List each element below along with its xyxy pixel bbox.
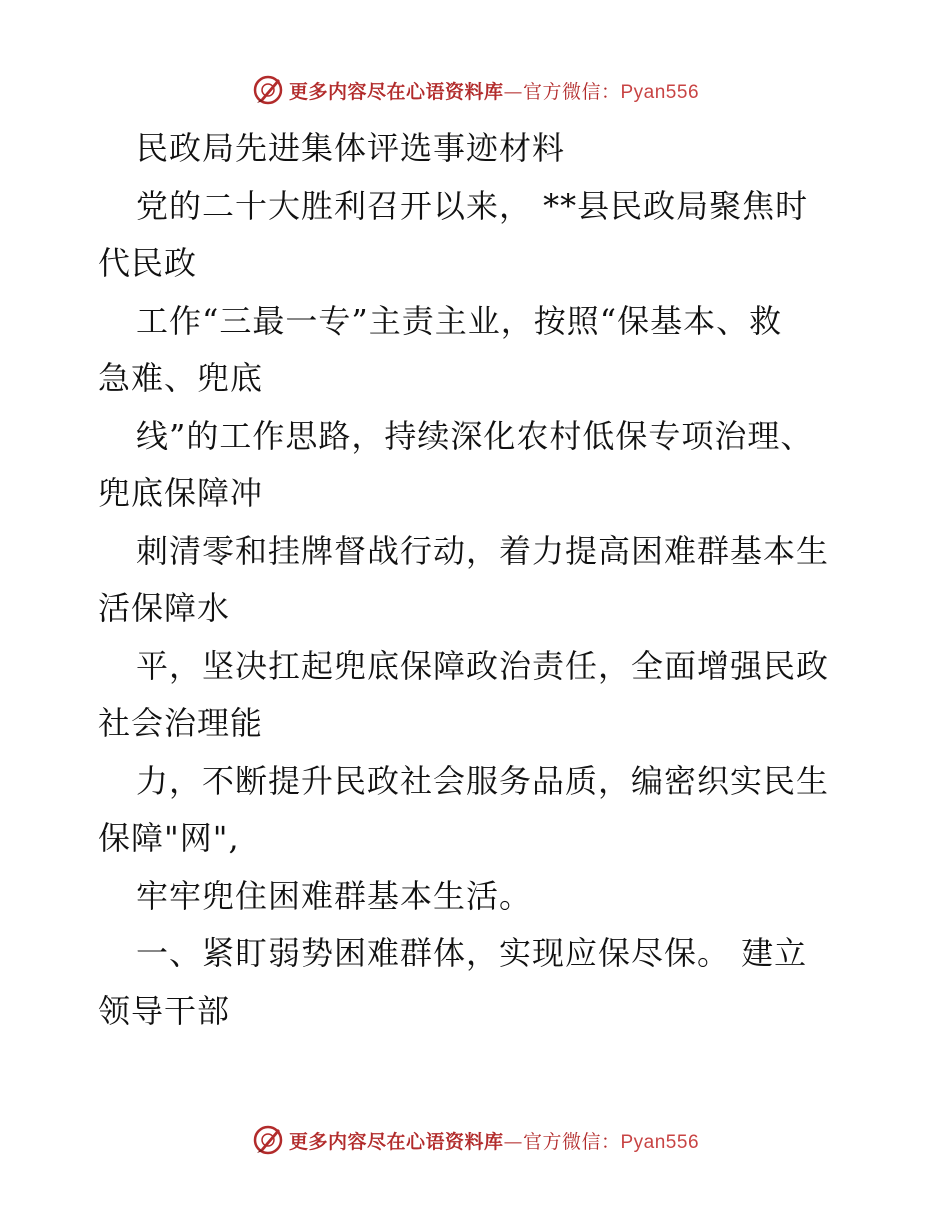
- watermark-sub: 官方微信：: [522, 1130, 621, 1153]
- watermark-id: Pyan556: [620, 1131, 700, 1153]
- text-line: 保障"网",: [98, 819, 240, 857]
- watermark-separator: —: [503, 1130, 523, 1153]
- text-line: 急难、兜底: [98, 359, 264, 397]
- text-line: 兜底保障冲: [98, 474, 264, 512]
- section-heading: 一、紧盯弱势困难群体，实现应保尽保。 建立: [136, 934, 808, 972]
- text-line: 党的二十大胜利召开以来， **县民政局聚焦时: [136, 186, 809, 225]
- document-title: 民政局先进集体评选事迹材料: [136, 129, 566, 167]
- header-watermark: [0, 70, 950, 110]
- text-line: 活保障水: [98, 589, 231, 627]
- text-line: 社会治理能: [98, 704, 264, 742]
- text-line: 线”的工作思路，持续深化农村低保专项治理、: [136, 416, 814, 455]
- watermark-text: [289, 77, 699, 104]
- watermark-separator: —: [503, 80, 523, 103]
- text-line: 工作“三最一专”主责主业，按照“保基本、救: [136, 301, 783, 340]
- text-line: 代民政: [98, 244, 198, 282]
- watermark-main: 更多内容尽在心语资料库: [288, 1130, 504, 1153]
- text-line: 刺清零和挂牌督战行动，着力提高困难群基本生: [136, 531, 830, 570]
- watermark-main: 更多内容尽在心语资料库: [288, 80, 504, 103]
- text-line: 领导干部: [98, 991, 231, 1030]
- text-line: 牢牢兜住困难群基本生活。: [136, 876, 533, 915]
- watermark-id: Pyan556: [620, 81, 700, 103]
- footer-watermark: [0, 1120, 950, 1160]
- text-line: 平，坚决扛起兜底保障政治责任，全面增强民政: [136, 646, 830, 685]
- pen-logo-icon: [251, 73, 285, 107]
- watermark-sub: 官方微信：: [522, 80, 621, 103]
- watermark-text: [289, 1127, 699, 1154]
- text-line: 力，不断提升民政社会服务品质，编密织实民生: [136, 761, 830, 800]
- document-body: [98, 120, 858, 1040]
- pen-logo-icon: [251, 1123, 285, 1157]
